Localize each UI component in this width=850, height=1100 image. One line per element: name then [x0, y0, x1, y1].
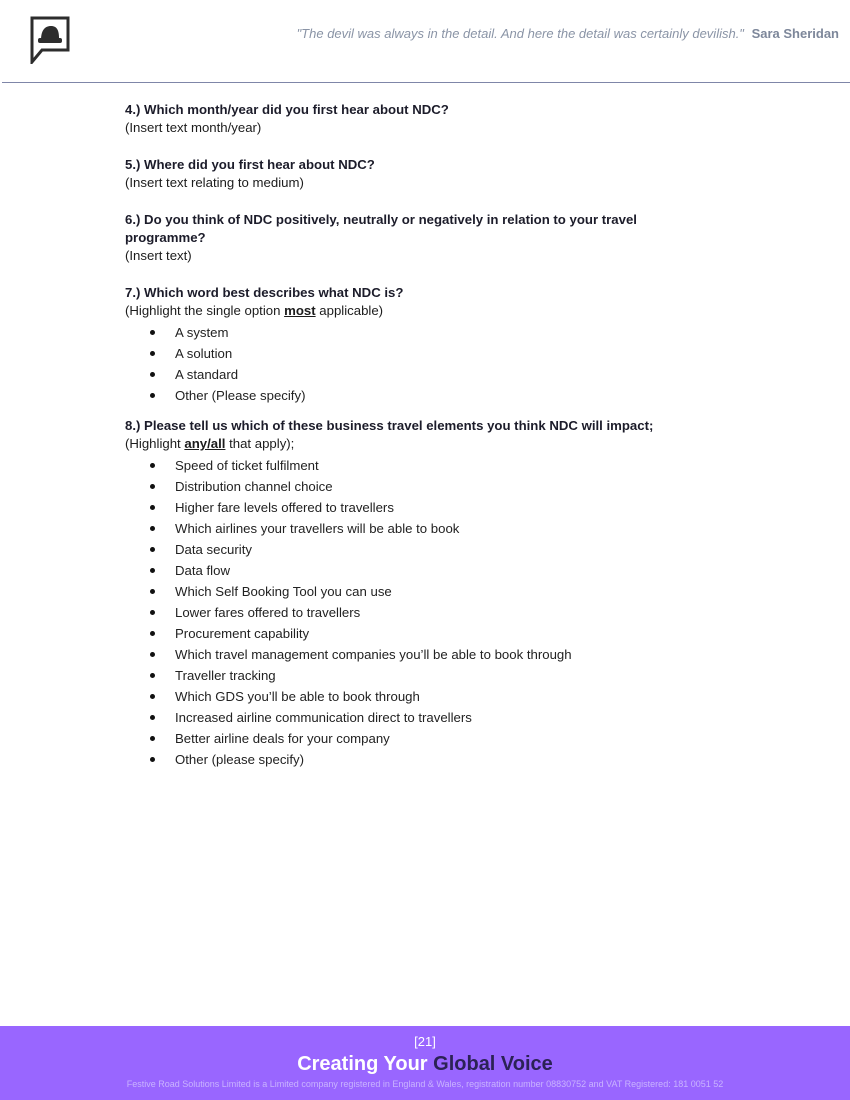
footer-brand [0, 1053, 850, 1076]
question-7 [125, 284, 685, 406]
list-item: Which Self Booking Tool you can use [175, 581, 685, 602]
list-item: A solution [175, 343, 685, 364]
header-divider [2, 82, 850, 83]
question-hint: (Insert text month/year) [125, 120, 262, 135]
quote-text: "The devil was always in the detail. And here the detail was certainly devilish." [296, 26, 744, 41]
speech-bubble-hat-icon [30, 16, 70, 64]
page-footer [0, 1026, 850, 1100]
list-item: Increased airline communication direct to travellers [175, 707, 685, 728]
list-item: Which airlines your travellers will be able to book [175, 518, 685, 539]
question-title: 8.) Please tell us which of these business travel elements you think NDC will impact; [125, 418, 654, 433]
option-list [125, 455, 685, 770]
list-item: Traveller tracking [175, 665, 685, 686]
list-item: Higher fare levels offered to travellers [175, 497, 685, 518]
questionnaire-content [125, 101, 685, 789]
question-4 [125, 101, 685, 137]
brand-text-dark: Global Voice [433, 1053, 553, 1075]
hint-text: that apply); [225, 436, 295, 451]
legal-notice: Festive Road Solutions Limited is a Limited company registered in England & Wales, registration number 08830752 and VAT Registered: 181 0051 52 [126, 1079, 724, 1089]
question-hint [125, 435, 685, 453]
question-hint: (Insert text relating to medium) [125, 175, 304, 190]
list-item: A standard [175, 364, 685, 385]
brand-text-white: Creating Your [297, 1053, 434, 1075]
list-item: Data security [175, 539, 685, 560]
page-number: [21] [414, 1034, 436, 1049]
question-5 [125, 156, 685, 192]
list-item: Other (please specify) [175, 749, 685, 770]
quote-author: Sara Sheridan [751, 26, 839, 41]
header-quote [297, 26, 839, 41]
list-item: Lower fares offered to travellers [175, 602, 685, 623]
hint-emphasis: any/all [184, 436, 226, 451]
hint-text: (Highlight the single option [125, 303, 285, 318]
list-item: Which GDS you’ll be able to book through [175, 686, 685, 707]
hint-text: (Highlight [125, 436, 185, 451]
list-item: Data flow [175, 560, 685, 581]
list-item: Better airline deals for your company [175, 728, 685, 749]
list-item: A system [175, 322, 685, 343]
question-hint: (Insert text) [125, 248, 192, 263]
list-item: Which travel management companies you’ll be able to book through [175, 644, 685, 665]
question-8 [125, 417, 685, 770]
option-list [125, 322, 685, 406]
hint-text: applicable) [315, 303, 384, 318]
list-item: Speed of ticket fulfilment [175, 455, 685, 476]
question-title: 5.) Where did you first hear about NDC? [125, 157, 375, 172]
question-6 [125, 211, 685, 265]
hint-emphasis: most [284, 303, 316, 318]
list-item: Other (Please specify) [175, 385, 685, 406]
question-title: 6.) Do you think of NDC positively, neutrally or negatively in relation to your travel programme? [125, 212, 637, 245]
list-item: Distribution channel choice [175, 476, 685, 497]
question-title: 7.) Which word best describes what NDC is? [125, 285, 404, 300]
question-title: 4.) Which month/year did you first hear about NDC? [125, 102, 449, 117]
list-item: Procurement capability [175, 623, 685, 644]
question-hint [125, 302, 685, 320]
